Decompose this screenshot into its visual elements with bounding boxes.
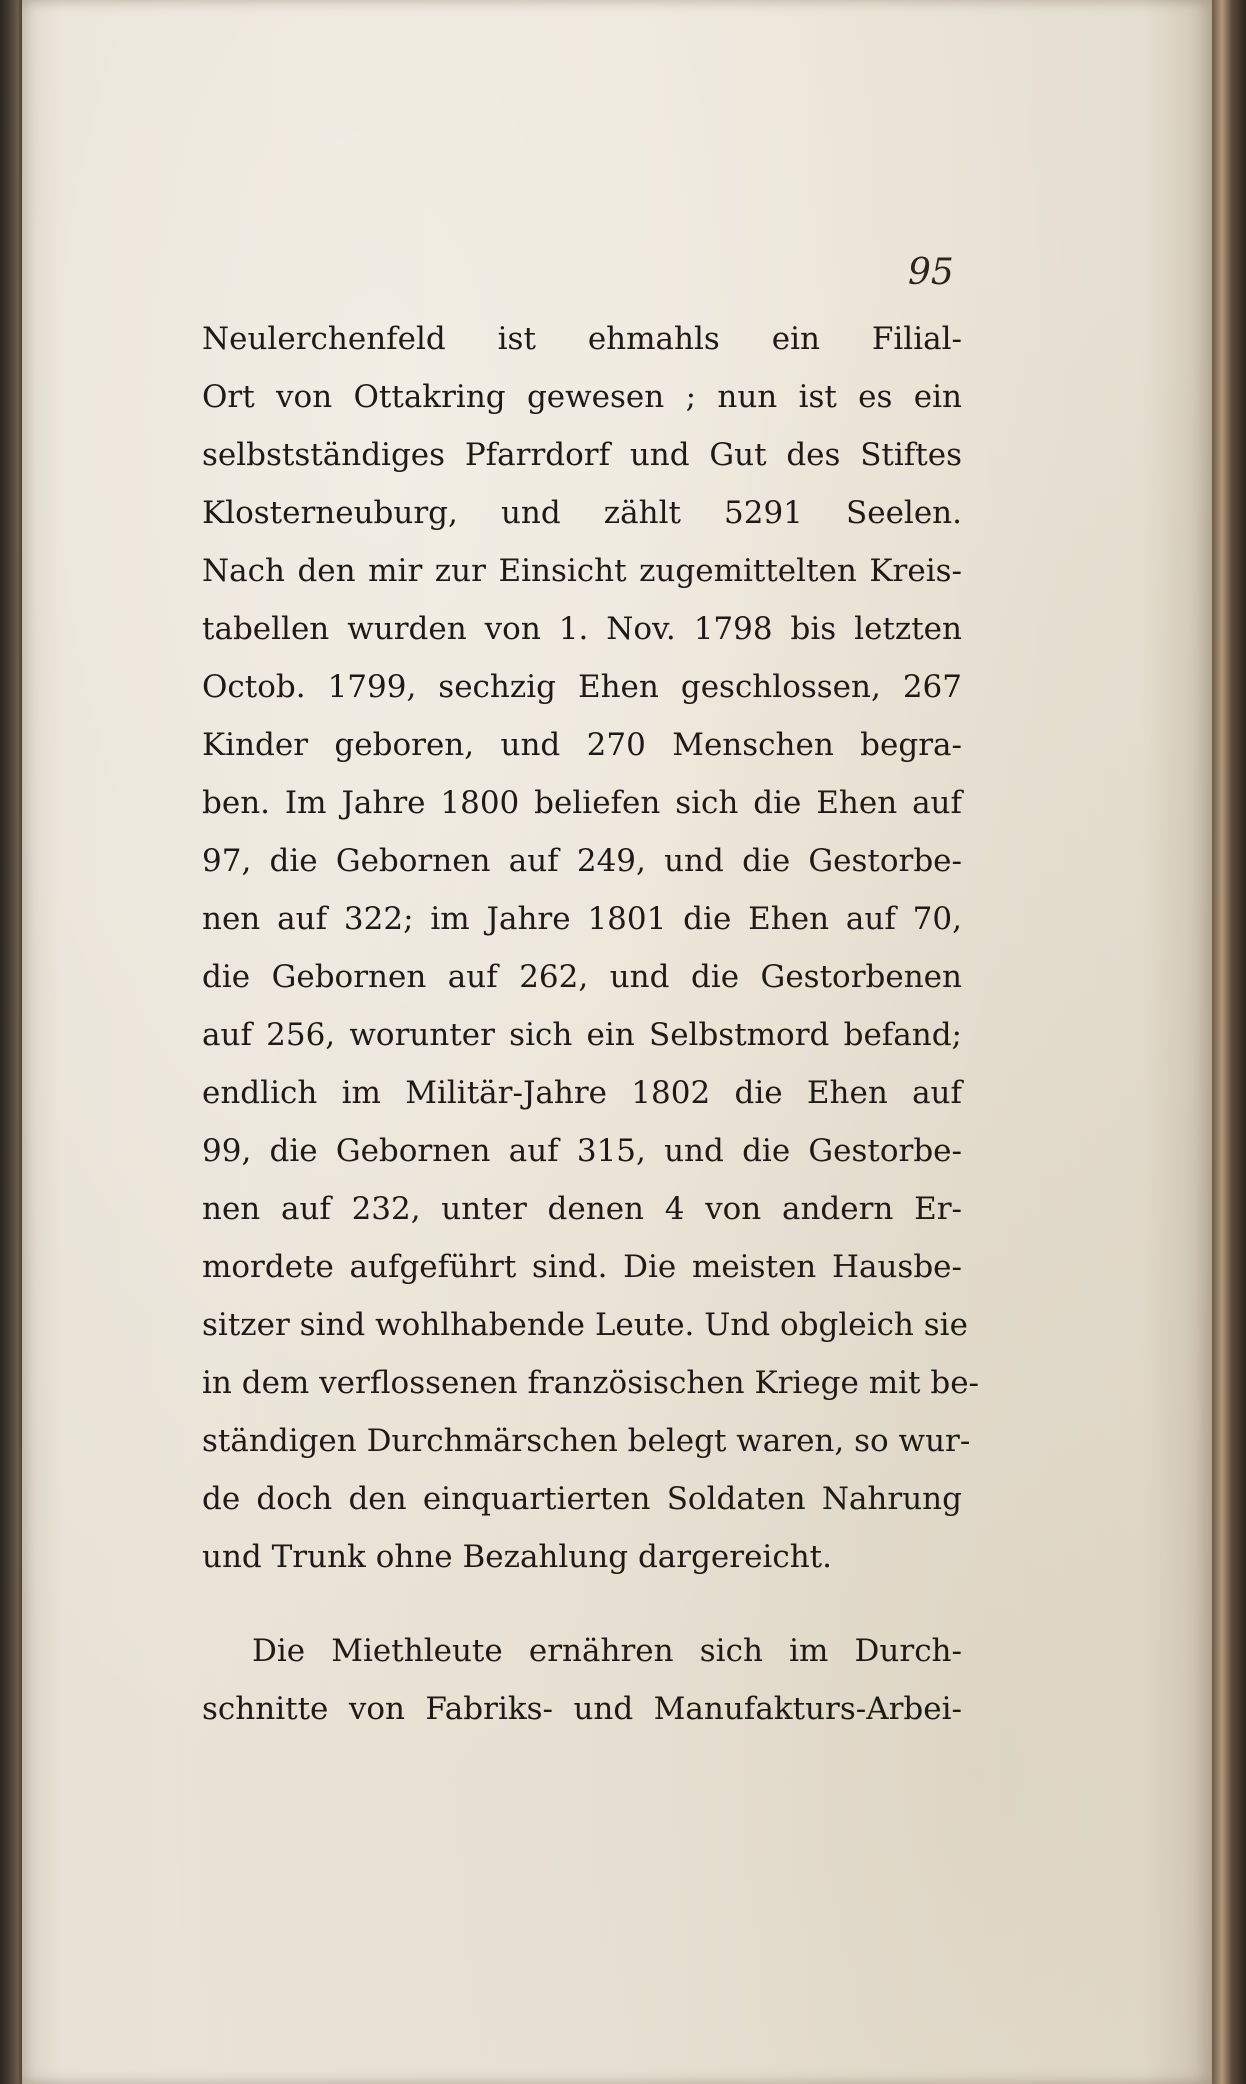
- body-text: [202, 310, 980, 1738]
- text-line: 99, die Gebornen auf 315, und die Gestorbe-: [202, 1133, 962, 1169]
- text-line: Neulerchenfeld ist ehmahls ein Filial-: [202, 321, 962, 357]
- text-line: auf 256, worunter sich ein Selbstmord befand;: [202, 1017, 962, 1053]
- text-line: Die Miethleute ernähren sich im Durch-: [252, 1633, 962, 1669]
- text-line: ständigen Durchmärschen belegt waren, so wur-: [202, 1423, 971, 1459]
- text-line: sitzer sind wohlhabende Leute. Und obgleich sie: [202, 1307, 968, 1343]
- text-line: schnitte von Fabriks- und Manufakturs-Arbei-: [202, 1691, 962, 1727]
- text-line: nen auf 232, unter denen 4 von andern Er-: [202, 1191, 962, 1227]
- paragraph: [202, 310, 980, 1586]
- text-line: endlich im Militär-Jahre 1802 die Ehen auf: [202, 1075, 962, 1111]
- paragraph-spacer: [202, 1586, 962, 1622]
- text-line: 97, die Gebornen auf 249, und die Gestorbe-: [202, 843, 962, 879]
- book-page: [22, 0, 1212, 2084]
- text-line: nen auf 322; im Jahre 1801 die Ehen auf 70,: [202, 901, 962, 937]
- text-line: Nach den mir zur Einsicht zugemittelten Kreis-: [202, 553, 962, 589]
- text-line: und Trunk ohne Bezahlung dargereicht.: [202, 1539, 832, 1575]
- text-line: die Gebornen auf 262, und die Gestorbenen: [202, 959, 962, 995]
- text-line: tabellen wurden von 1. Nov. 1798 bis letzten: [202, 611, 962, 647]
- text-line: Ort von Ottakring gewesen ; nun ist es ein: [202, 379, 962, 415]
- text-line: Octob. 1799, sechzig Ehen geschlossen, 267: [202, 669, 962, 705]
- text-line: mordete aufgeführt sind. Die meisten Hausbe-: [202, 1249, 962, 1285]
- text-line: ben. Im Jahre 1800 beliefen sich die Ehen auf: [202, 785, 962, 821]
- text-line: Kinder geboren, und 270 Menschen begra-: [202, 727, 962, 763]
- page-number: 95: [908, 252, 954, 293]
- paragraph: [202, 1622, 962, 1738]
- text-line: Klosterneuburg, und zählt 5291 Seelen.: [202, 495, 962, 531]
- text-line: selbstständiges Pfarrdorf und Gut des Stiftes: [202, 437, 962, 473]
- text-line: in dem verflossenen französischen Kriege mit be-: [202, 1365, 980, 1401]
- text-line: de doch den einquartierten Soldaten Nahrung: [202, 1481, 962, 1517]
